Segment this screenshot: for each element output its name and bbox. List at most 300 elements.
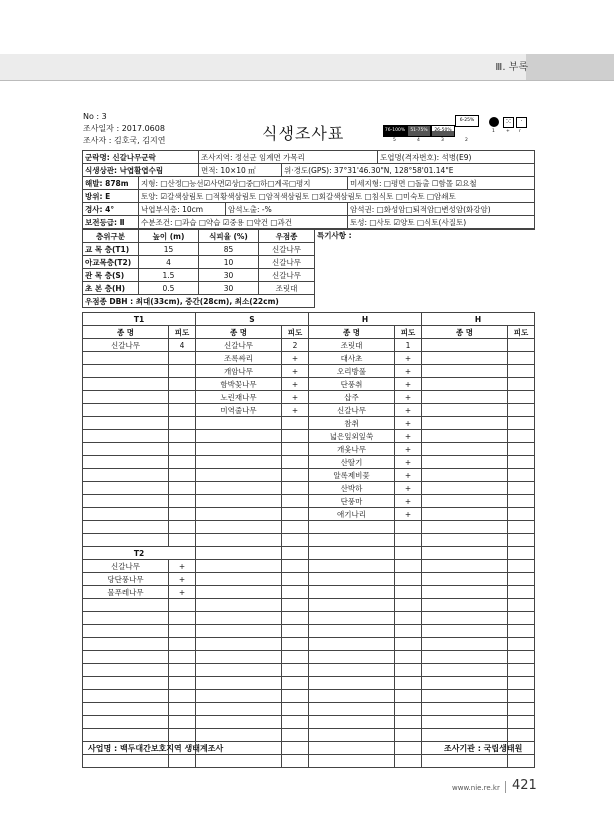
species-row: [83, 430, 535, 443]
species-cover: [282, 417, 309, 430]
species-name: [83, 703, 169, 716]
strata-height: 15: [139, 243, 199, 256]
species-row: [83, 417, 535, 430]
species-name: [422, 573, 508, 586]
species-row: [83, 677, 535, 690]
species-name: [196, 417, 282, 430]
species-name: [83, 638, 169, 651]
species-cover: [169, 495, 196, 508]
species-name: [83, 599, 169, 612]
strata-height: 4: [139, 256, 199, 269]
species-cover: [508, 703, 535, 716]
species-cover: [282, 560, 309, 573]
species-row: [83, 365, 535, 378]
scale-box-4: 51-75%: [407, 125, 431, 137]
species-cover: [282, 573, 309, 586]
species-name: [83, 651, 169, 664]
species-name: [83, 443, 169, 456]
project-name: 사업명 : 백두대간보호지역 생태계조사: [88, 744, 224, 753]
species-name: [196, 703, 282, 716]
species-name: [196, 573, 282, 586]
scale-num: r: [519, 129, 521, 134]
species-name: [83, 755, 169, 768]
species-cover: [282, 690, 309, 703]
species-cover: [282, 677, 309, 690]
scale-num: +: [506, 129, 510, 134]
species-name: 당단풍나무: [83, 573, 169, 586]
species-cover: [395, 586, 422, 599]
aspect: 방위: E: [83, 190, 139, 203]
species-row: [83, 573, 535, 586]
strata-header: 식피율 (%): [199, 230, 259, 243]
species-name: [196, 443, 282, 456]
group-header-h2: H: [422, 313, 535, 326]
species-cover: [508, 677, 535, 690]
species-name: [422, 677, 508, 690]
species-cover: [508, 443, 535, 456]
species-name: 노린재나무: [196, 391, 282, 404]
bedrock: 암석권: □화성암□퇴적암□변성암(화강암): [348, 203, 535, 216]
scale-num: 4: [417, 138, 420, 143]
species-cover: [508, 404, 535, 417]
species-name: [422, 664, 508, 677]
species-cover: [508, 560, 535, 573]
species-name: [309, 690, 395, 703]
strata-header: 우점종: [259, 230, 315, 243]
species-cover: [508, 573, 535, 586]
strata-cover: 85: [199, 243, 259, 256]
species-name: [196, 638, 282, 651]
species-cover: [282, 755, 309, 768]
group-header-h: H: [309, 313, 422, 326]
species-cover: [169, 612, 196, 625]
species-cover: [395, 651, 422, 664]
strata-height: 1.5: [139, 269, 199, 282]
species-cover: 4: [169, 339, 196, 352]
species-cover: [508, 586, 535, 599]
species-cover: [508, 638, 535, 651]
species-cover: [395, 560, 422, 573]
species-cover: [395, 521, 422, 534]
survey-date: 조사일자 : 2017.0608: [83, 124, 165, 133]
species-name: 미역줄나무: [196, 404, 282, 417]
species-name: [309, 586, 395, 599]
species-name: [309, 573, 395, 586]
species-row: [83, 625, 535, 638]
species-name: [196, 716, 282, 729]
species-cover: [395, 612, 422, 625]
species-cover: [508, 365, 535, 378]
species-cover: [395, 599, 422, 612]
soil-texture: 토성: □사토 ☑양토 □식토(사질토): [348, 216, 535, 229]
species-cover: [169, 599, 196, 612]
header-divider: [0, 80, 614, 81]
species-cover: [169, 404, 196, 417]
species-name: [196, 677, 282, 690]
col-species-header: 종 명: [422, 326, 508, 339]
species-cover: [169, 625, 196, 638]
species-cover: [395, 703, 422, 716]
species-cover: +: [282, 352, 309, 365]
species-cover: [169, 664, 196, 677]
species-name: [422, 755, 508, 768]
species-cover: [282, 586, 309, 599]
species-cover: +: [395, 352, 422, 365]
species-name: [422, 651, 508, 664]
species-name: [196, 651, 282, 664]
map-name: 도엽명(격자번호): 석병(E9): [378, 151, 535, 164]
species-cover: [282, 599, 309, 612]
slope: 경사: 4°: [83, 203, 139, 216]
species-name: [83, 378, 169, 391]
species-cover: [169, 430, 196, 443]
species-name: [422, 703, 508, 716]
species-name: [83, 677, 169, 690]
species-row: [83, 599, 535, 612]
species-cover: +: [282, 404, 309, 417]
species-name: [83, 664, 169, 677]
species-cover: [282, 625, 309, 638]
species-name: [83, 391, 169, 404]
species-cover: [395, 625, 422, 638]
species-name: [422, 456, 508, 469]
species-name: [83, 365, 169, 378]
species-cover: [282, 651, 309, 664]
species-cover: [508, 599, 535, 612]
community: 군락명: 신갈나무군락: [83, 151, 199, 164]
strata-cover: 10: [199, 256, 259, 269]
species-cover: +: [395, 365, 422, 378]
area: 면적: 10×10 ㎡: [199, 164, 282, 177]
species-cover: [169, 469, 196, 482]
species-name: [309, 664, 395, 677]
region: 조사지역: 정선군 임계면 가목리: [199, 151, 378, 164]
species-name: 산딸기: [309, 456, 395, 469]
species-cover: +: [395, 508, 422, 521]
species-name: [196, 430, 282, 443]
species-name: [422, 469, 508, 482]
species-cover: [169, 638, 196, 651]
strata-name: 교 목 층(T1): [83, 243, 139, 256]
species-cover: [395, 638, 422, 651]
species-row: [83, 755, 535, 768]
species-cover: +: [395, 456, 422, 469]
species-cover: [395, 534, 422, 547]
symbol-small: ·: [516, 117, 527, 128]
species-cover: [508, 521, 535, 534]
species-name: [196, 625, 282, 638]
species-name: [422, 391, 508, 404]
species-row: [83, 443, 535, 456]
species-cover: [169, 378, 196, 391]
col-species-header: 종 명: [196, 326, 282, 339]
strata-header: 높이 (m): [139, 230, 199, 243]
species-cover: [169, 508, 196, 521]
species-name: 물푸레나무: [83, 586, 169, 599]
species-cover: +: [169, 586, 196, 599]
species-cover: [395, 573, 422, 586]
t2-label: T2: [83, 547, 196, 560]
species-cover: [508, 339, 535, 352]
species-name: [422, 534, 508, 547]
species-name: [309, 729, 395, 742]
strata-dominant: 조릿대: [259, 282, 315, 295]
species-name: [422, 365, 508, 378]
species-name: [83, 625, 169, 638]
section-label: Ⅲ. 부록: [495, 62, 528, 73]
species-cover: 2: [282, 339, 309, 352]
species-name: 조릿대: [309, 339, 395, 352]
species-cover: [282, 495, 309, 508]
species-name: [83, 521, 169, 534]
strata-name: 초 본 층(H): [83, 282, 139, 295]
species-cover: [169, 677, 196, 690]
species-name: [196, 534, 282, 547]
species-row: [83, 612, 535, 625]
species-cover: +: [282, 365, 309, 378]
species-cover: [508, 456, 535, 469]
site-url: www.nie.re.kr: [452, 784, 500, 792]
species-cover: +: [395, 378, 422, 391]
scale-box-5: 76-100%: [383, 125, 407, 137]
species-name: 산박하: [309, 482, 395, 495]
strata-cover: 30: [199, 282, 259, 295]
species-cover: [508, 534, 535, 547]
species-cover: [282, 638, 309, 651]
species-name: [422, 729, 508, 742]
species-cover: [508, 469, 535, 482]
species-row: [83, 690, 535, 703]
page-number: 421: [512, 778, 537, 793]
scale-box-2: 6-25%: [455, 115, 479, 127]
species-name: 신갈나무: [83, 339, 169, 352]
species-name: [309, 560, 395, 573]
col-species-header: 종 명: [309, 326, 395, 339]
species-name: [309, 755, 395, 768]
group-header-t1: T1: [83, 313, 196, 326]
species-name: 넓은잎외잎쑥: [309, 430, 395, 443]
species-name: [309, 534, 395, 547]
species-row: [83, 521, 535, 534]
special-notes: 특기사항 :: [315, 230, 535, 308]
col-species-header: 종 명: [83, 326, 169, 339]
symbol-dot: [489, 117, 499, 127]
species-name: [83, 612, 169, 625]
species-cover: [508, 482, 535, 495]
species-name: [422, 378, 508, 391]
species-name: [422, 612, 508, 625]
species-cover: +: [395, 495, 422, 508]
species-name: [422, 352, 508, 365]
species-name: 애기나리: [309, 508, 395, 521]
species-name: 삽주: [309, 391, 395, 404]
species-cover: [169, 755, 196, 768]
species-name: [83, 352, 169, 365]
species-cover: [282, 456, 309, 469]
page-title: 식생조사표: [262, 124, 345, 143]
species-name: 단풍취: [309, 378, 395, 391]
species-name: [196, 599, 282, 612]
species-name: 신갈나무: [196, 339, 282, 352]
species-name: [309, 677, 395, 690]
species-row: [83, 404, 535, 417]
species-name: 단풍마: [309, 495, 395, 508]
species-cover: +: [395, 430, 422, 443]
species-cover: 1: [395, 339, 422, 352]
species-cover: [282, 742, 309, 755]
species-name: [422, 443, 508, 456]
species-row: [83, 495, 535, 508]
species-row: [83, 547, 535, 560]
species-row: [83, 339, 535, 352]
species-name: 오리방풀: [309, 365, 395, 378]
species-name: [422, 404, 508, 417]
species-cover: +: [282, 378, 309, 391]
site-info-table: [82, 150, 535, 229]
species-cover: [508, 729, 535, 742]
species-name: [83, 482, 169, 495]
species-name: [422, 560, 508, 573]
species-name: [196, 560, 282, 573]
species-cover: [282, 534, 309, 547]
species-name: [422, 625, 508, 638]
species-cover: [395, 690, 422, 703]
species-row: [83, 729, 535, 742]
species-cover: [508, 547, 535, 560]
species-name: 신갈나무: [309, 404, 395, 417]
rock-exposure: 암석노출: -%: [226, 203, 348, 216]
species-cover: [508, 651, 535, 664]
micro-terrain: 미세지형: □평면 □돌출 ☐함몰 ☑요철: [348, 177, 535, 190]
species-row: [83, 703, 535, 716]
species-cover: [508, 391, 535, 404]
species-name: 조록싸리: [196, 352, 282, 365]
species-cover: [169, 651, 196, 664]
species-name: [422, 417, 508, 430]
species-row: [83, 560, 535, 573]
species-cover: [282, 703, 309, 716]
species-name: [83, 534, 169, 547]
species-cover: [169, 443, 196, 456]
header-tab: [526, 54, 614, 80]
species-cover: [282, 664, 309, 677]
species-cover: +: [169, 573, 196, 586]
moisture: 수분조건: □과습 □약습 ☑중용 □약건 □과건: [139, 216, 348, 229]
surveyors: 조사자 : 김호국, 김지연: [83, 136, 166, 145]
survey-agency: 조사기관 : 국립생태원: [444, 744, 523, 753]
species-cover: [169, 456, 196, 469]
species-cover: [169, 352, 196, 365]
species-name: [196, 729, 282, 742]
species-cover: +: [395, 391, 422, 404]
species-cover: [508, 508, 535, 521]
species-name: [196, 495, 282, 508]
species-cover: +: [169, 560, 196, 573]
col-cover-header: 피도: [508, 326, 535, 339]
species-name: [309, 547, 395, 560]
species-name: [83, 456, 169, 469]
species-name: [422, 430, 508, 443]
species-name: [309, 599, 395, 612]
scale-num: 3: [441, 138, 444, 143]
species-name: 참취: [309, 417, 395, 430]
species-row: [83, 456, 535, 469]
species-cover: [508, 625, 535, 638]
species-cover: +: [395, 469, 422, 482]
species-name: 개암나무: [196, 365, 282, 378]
species-cover: [508, 430, 535, 443]
species-cover: [282, 482, 309, 495]
col-cover-header: 피도: [282, 326, 309, 339]
species-cover: [282, 729, 309, 742]
col-cover-header: 피도: [395, 326, 422, 339]
scale-box-3: 26-50%: [431, 125, 455, 137]
species-cover: [508, 612, 535, 625]
species-cover: [169, 729, 196, 742]
species-name: [309, 612, 395, 625]
species-cover: [395, 755, 422, 768]
species-cover: [282, 469, 309, 482]
species-row: [83, 391, 535, 404]
species-cover: +: [282, 391, 309, 404]
elevation: 해발: 878m: [83, 177, 139, 190]
species-name: [309, 703, 395, 716]
soil-type: 토양: ☑갈색삼림토 □적황색삼림토 □암적색삼림토 □회갈색삼림토 □침식토 □미숙토 □암쇄토: [139, 190, 535, 203]
scale-num: 5: [393, 138, 396, 143]
strata-height: 0.5: [139, 282, 199, 295]
species-row: [83, 638, 535, 651]
species-cover: [395, 664, 422, 677]
strata-dominant: 신갈나무: [259, 243, 315, 256]
species-table: [82, 312, 535, 768]
species-cover: [395, 547, 422, 560]
species-name: [422, 339, 508, 352]
survey-no: No : 3: [83, 112, 107, 121]
strata-dominant: 신갈나무: [259, 256, 315, 269]
symbol-dice: ⁙: [503, 117, 514, 128]
species-cover: [395, 742, 422, 755]
species-name: [83, 469, 169, 482]
species-row: [83, 716, 535, 729]
species-name: [83, 729, 169, 742]
species-name: [196, 586, 282, 599]
species-name: [83, 430, 169, 443]
species-name: [422, 482, 508, 495]
strata-cover: 30: [199, 269, 259, 282]
species-cover: [508, 690, 535, 703]
strata-header: 층위구분: [83, 230, 139, 243]
col-cover-header: 피도: [169, 326, 196, 339]
veg-phase: 식생상관: 낙엽활엽수림: [83, 164, 199, 177]
species-name: [422, 521, 508, 534]
species-name: [309, 638, 395, 651]
species-cover: [395, 677, 422, 690]
species-name: [422, 547, 508, 560]
species-row: [83, 664, 535, 677]
dbh: 우점종 DBH : 최대(33cm), 중간(28cm), 최소(22cm): [83, 295, 315, 308]
species-name: 대사초: [309, 352, 395, 365]
species-name: 신갈나무: [83, 560, 169, 573]
species-cover: [169, 482, 196, 495]
scale-num: 2: [465, 138, 468, 143]
species-name: [196, 456, 282, 469]
species-row: [83, 352, 535, 365]
species-cover: +: [395, 417, 422, 430]
species-name: 개옻나무: [309, 443, 395, 456]
species-cover: [395, 729, 422, 742]
species-cover: [169, 391, 196, 404]
species-cover: [508, 755, 535, 768]
